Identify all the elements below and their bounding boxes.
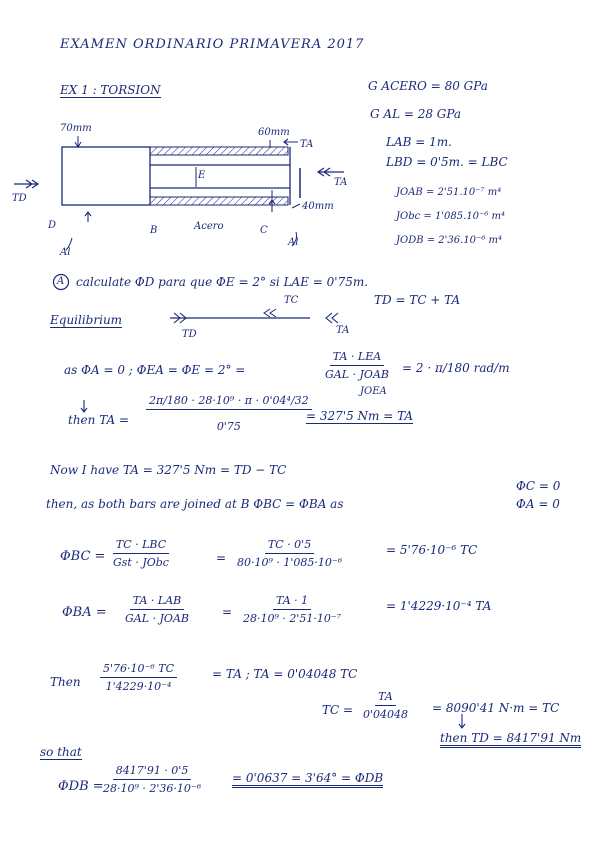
step8-label: so that [40, 745, 82, 759]
step5-frac1-num: TC · LBC [113, 538, 169, 554]
exercise-label: EX 1 : TORSION [60, 83, 161, 97]
step2-frac-num: 2π/180 · 28·10⁹ · π · 0'04⁴/32 [146, 394, 312, 410]
step7-frac1-den: 1'4229·10⁻⁴ [105, 680, 172, 693]
step3-text: Now I have TA = 327'5 Nm = TD − TC [50, 463, 287, 477]
diagram-td: TD [12, 193, 27, 204]
prop-lab: LAB = 1m. [386, 135, 452, 149]
step1-rhs: = 2 · π/180 rad/m [402, 361, 510, 375]
step1-den-extra: JOEA [360, 386, 387, 397]
step7-tc-result: = 8090'41 N·m = TC [432, 701, 560, 715]
equilibrium-equation: TD = TC + TA [374, 293, 461, 307]
part-a-statement: calculate ΦD para que ΦE = 2° si LAE = 0'75m. [76, 275, 369, 289]
prop-jdb: JODB = 2'36.10⁻⁶ m⁴ [396, 235, 503, 246]
tube-bottom-hatch [150, 197, 288, 205]
step5-lhs: ΦBC = [60, 549, 106, 564]
prop-jab: JOAB = 2'51.10⁻⁷ m⁴ [396, 187, 502, 198]
step6-result: = 1'4229·10⁻⁴ TA [386, 599, 492, 613]
diagram-60mm: 60mm [258, 127, 290, 138]
step5-fraction-2 [234, 538, 345, 569]
diagram-al-left: Al [60, 247, 71, 258]
diagram-ta-right: TA [334, 177, 348, 188]
step7-tc-lhs: TC = [322, 703, 354, 717]
part-a-marker: A [57, 276, 65, 287]
exam-title: EXAMEN ORDINARIO PRIMAVERA 2017 [60, 37, 365, 52]
step5-frac2-num: TC · 0'5 [265, 538, 314, 554]
step5-frac2-den: 80·10⁹ · 1'085·10⁻⁶ [237, 556, 343, 569]
step8-fraction [100, 764, 204, 795]
step7-then: Then [50, 675, 81, 689]
equilibrium-ta: TA [336, 325, 350, 336]
step2-fraction [146, 394, 312, 433]
diagram-e: E [198, 170, 206, 181]
step6-frac2-den: 28·10⁹ · 2'51·10⁻⁷ [243, 612, 342, 625]
prop-g-acero: G ACERO = 80 GPa [368, 79, 488, 93]
step1-frac-num: TA · LEA [330, 350, 384, 366]
equilibrium-tc: TC [284, 295, 299, 306]
step2-then: then TA = [68, 413, 130, 427]
prop-jbc: JObc = 1'085.10⁻⁶ m⁴ [396, 211, 506, 222]
equilibrium-label: Equilibrium [50, 313, 123, 327]
diagram-d: D [48, 220, 57, 231]
diagram-acero: Acero [194, 221, 224, 232]
step7-frac1-num: 5'76·10⁻⁶ TC [100, 662, 177, 678]
step1-frac-den: GAL · JOAB [325, 368, 389, 381]
step8-result: = 0'0637 = 3'64° = ΦDB [232, 772, 383, 788]
step6-frac1-den: GAL · JOAB [125, 612, 189, 625]
step6-fraction-2 [240, 594, 344, 625]
step1-text: as ΦA = 0 ; ΦEA = ΦE = 2° = [64, 363, 246, 377]
step6-fraction-1 [122, 594, 192, 625]
step7-frac2-den: 0'04048 [363, 708, 409, 721]
step4-text: then, as both bars are joined at B ΦBC = ΦBA as [46, 497, 344, 511]
step7-fraction-1 [100, 662, 177, 693]
step5-frac1-den: Gst · JObc [113, 556, 169, 569]
step8-frac-num: 8417'91 · 0'5 [113, 764, 192, 780]
diagram-ta-top: TA [300, 139, 314, 150]
diagram-al-right: Al [288, 237, 299, 248]
diagram-40mm: 40mm [302, 201, 334, 212]
step1-fraction [322, 350, 392, 381]
tube-top-hatch [150, 147, 288, 155]
diagram-70mm: 70mm [60, 123, 92, 134]
step6-frac1-num: TA · LAB [130, 594, 185, 610]
step2-frac-den: 0'75 [216, 420, 241, 433]
step4-cond2: ΦA = 0 [516, 497, 560, 511]
step2-result: = 327'5 Nm = TA [306, 409, 414, 423]
prop-g-al: G AL = 28 GPa [370, 107, 462, 121]
step8-lhs: ΦDB = [58, 779, 104, 794]
step7-td-result: then TD = 8417'91 Nm [440, 732, 581, 748]
step5-fraction-1 [110, 538, 172, 569]
step6-eq: = [222, 605, 233, 619]
step7-fraction-2 [360, 690, 411, 721]
prop-lbd: LBD = 0'5m. = LBC [386, 155, 508, 169]
step5-eq: = [216, 551, 227, 565]
equilibrium-td: TD [182, 329, 197, 340]
step7-mid: = TA ; TA = 0'04048 TC [212, 667, 358, 681]
shaft-db [62, 147, 150, 205]
step4-cond1: ΦC = 0 [516, 479, 561, 493]
step6-lhs: ΦBA = [62, 605, 107, 620]
diagram-b: B [150, 225, 158, 236]
step6-frac2-num: TA · 1 [273, 594, 311, 610]
step8-frac-den: 28·10⁹ · 2'36·10⁻⁶ [103, 782, 202, 795]
diagram-c: C [260, 225, 268, 236]
step5-result: = 5'76·10⁻⁶ TC [386, 543, 478, 557]
step7-frac2-num: TA [375, 690, 396, 706]
